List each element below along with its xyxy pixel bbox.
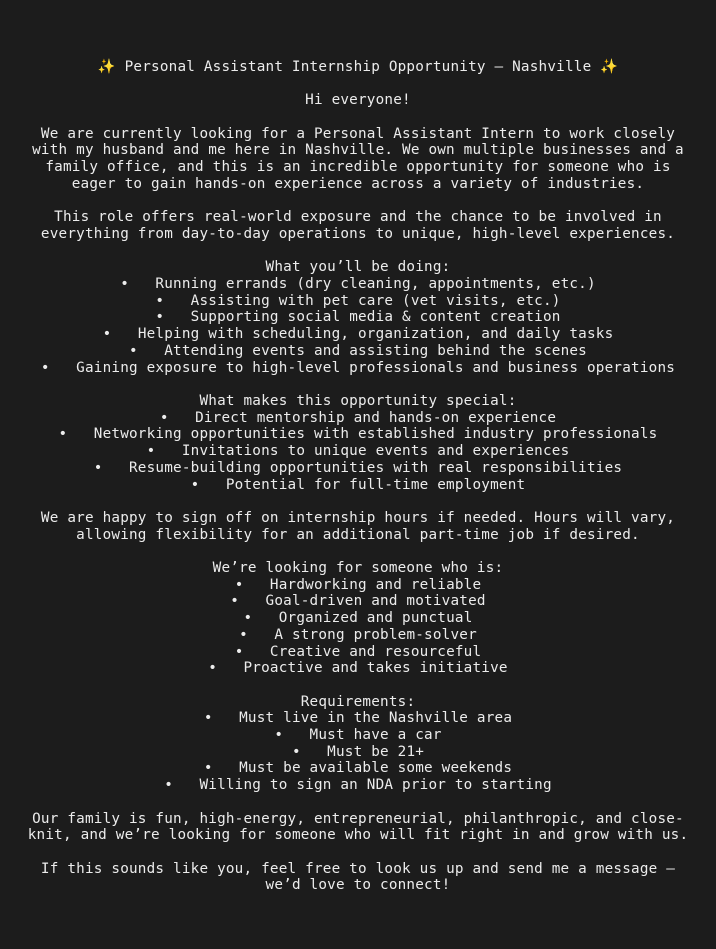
list-item: • Direct mentorship and hands-on experience — [26, 410, 690, 427]
intro-paragraph: We are currently looking for a Personal Assistant Intern to work closely with my husband and me here in Nashville. We own multiple businesses and a family office, and this is an incredible opportunity for someone who is eager to gain hands-on experience across a variety of industries. — [32, 125, 684, 192]
post-title-text: Personal Assistant Internship Opportunity – Nashville — [124, 59, 592, 75]
greeting: Hi everyone! — [305, 92, 411, 109]
list-item: • Gaining exposure to high-level professionals and business operations — [26, 360, 690, 377]
sparkle-icon: ✨ — [600, 59, 619, 75]
hours-paragraph: We are happy to sign off on internship hours if needed. Hours will vary, allowing flexibility for an additional part-time job if desired. — [40, 509, 676, 543]
list-item: • Potential for full-time employment — [26, 477, 690, 494]
duties-section — [26, 259, 690, 376]
role-paragraph: This role offers real-world exposure and the chance to be involved in everything from day-to-day operations to unique, high-level experiences. — [40, 209, 676, 242]
sparkle-icon: ✨ — [97, 59, 116, 75]
list-item: • Must be available some weekends — [26, 760, 690, 777]
duties-heading: What you’ll be doing: — [265, 259, 451, 276]
list-item: • Invitations to unique events and experiences — [26, 443, 690, 460]
list-item: • Proactive and takes initiative — [26, 660, 690, 677]
list-item: • Organized and punctual — [26, 610, 690, 627]
list-item: • Must have a car — [26, 727, 690, 744]
list-item: • Attending events and assisting behind the scenes — [26, 343, 690, 360]
family-paragraph: Our family is fun, high-energy, entrepreneurial, philanthropic, and close-knit, and we’re looking for someone who will fit right in and grow with us. — [27, 810, 689, 844]
list-item: • Creative and resourceful — [26, 644, 690, 661]
list-item: • A strong problem-solver — [26, 627, 690, 644]
list-item: • Hardworking and reliable — [26, 577, 690, 594]
list-item: • Willing to sign an NDA prior to starting — [26, 777, 690, 794]
list-item: • Supporting social media & content creation — [26, 309, 690, 326]
list-item: • Must be 21+ — [26, 744, 690, 761]
post-title — [26, 59, 690, 76]
closing-paragraph: If this sounds like you, feel free to look us up and send me a message — we’d love to connect! — [40, 860, 676, 894]
list-item: • Assisting with pet care (vet visits, etc.) — [26, 293, 690, 310]
qualities-heading: We’re looking for someone who is: — [212, 559, 504, 576]
list-item: • Must live in the Nashville area — [26, 710, 690, 727]
qualities-section — [26, 560, 690, 677]
list-item: • Running errands (dry cleaning, appointments, etc.) — [26, 276, 690, 293]
requirements-heading: Requirements: — [300, 693, 416, 710]
special-heading: What makes this opportunity special: — [199, 392, 517, 409]
list-item: • Resume-building opportunities with real responsibilities — [26, 460, 690, 477]
list-item: • Helping with scheduling, organization, and daily tasks — [26, 326, 690, 343]
list-item: • Goal-driven and motivated — [26, 593, 690, 610]
list-item: • Networking opportunities with established industry professionals — [26, 426, 690, 443]
special-section — [26, 393, 690, 493]
requirements-section — [26, 694, 690, 794]
